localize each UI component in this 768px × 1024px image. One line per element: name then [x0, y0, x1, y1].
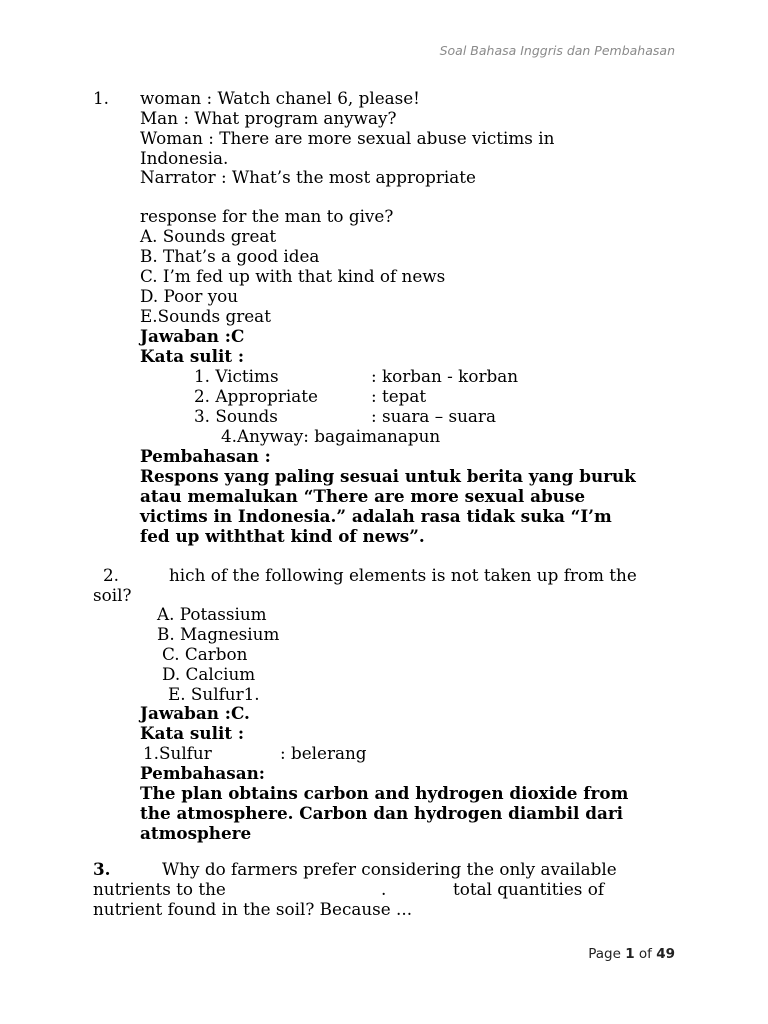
- page-label: Page: [588, 946, 621, 962]
- q3-line-2-part-c: total quantities of: [453, 879, 605, 899]
- q1-pembahasan-line-4: fed up withthat kind of news”.: [140, 526, 425, 546]
- q2-option-c: C. Carbon: [162, 644, 248, 664]
- q2-kata-sulit-title: Kata sulit :: [140, 723, 245, 743]
- q1-answer: Jawaban :C: [140, 326, 245, 346]
- q1-line-2: Man : What program anyway?: [140, 108, 397, 128]
- q1-kata-sulit-title: Kata sulit :: [140, 346, 245, 366]
- q3-line-3: nutrient found in the soil? Because ...: [93, 899, 413, 919]
- q1-vocab-4: 4.Anyway: bagaimanapun: [221, 426, 441, 446]
- q1-vocab-term-1: 1. Victims: [194, 366, 279, 386]
- q2-option-a: A. Potassium: [157, 604, 267, 624]
- q2-option-d: D. Calcium: [162, 664, 256, 684]
- q1-option-b: B. That’s a good idea: [140, 246, 320, 266]
- q1-option-d: D. Poor you: [140, 286, 239, 306]
- question-2-number: 2.: [103, 565, 120, 585]
- q2-pembahasan-title: Pembahasan:: [140, 763, 265, 783]
- q2-option-e: E. Sulfur1.: [168, 684, 260, 704]
- q1-option-e: E.Sounds great: [140, 306, 271, 326]
- q1-pembahasan-title: Pembahasan :: [140, 446, 271, 466]
- q1-line-5: Narrator : What’s the most appropriate: [140, 167, 476, 187]
- q3-line-1: Why do farmers prefer considering the only available: [162, 859, 617, 879]
- q1-pembahasan-line-3: victims in Indonesia.” adalah rasa tidak suka “I’m: [140, 506, 612, 526]
- q1-line-6: response for the man to give?: [140, 206, 394, 226]
- page-total: 49: [656, 946, 675, 962]
- question-1-number: 1.: [93, 88, 110, 108]
- running-header: Soal Bahasa Inggris dan Pembahasan: [439, 43, 675, 58]
- q2-vocab-term: 1.Sulfur: [143, 743, 212, 763]
- q2-answer: Jawaban :C.: [140, 703, 250, 723]
- q2-option-b: B. Magnesium: [157, 624, 280, 644]
- page-number: [588, 946, 675, 962]
- q2-pembahasan-line-1: The plan obtains carbon and hydrogen dioxide from: [140, 783, 629, 803]
- q3-line-2-part-a: nutrients to the: [93, 879, 226, 899]
- q2-vocab-meaning: : belerang: [280, 743, 367, 763]
- q1-vocab-term-3: 3. Sounds: [194, 406, 278, 426]
- q2-question-line-2: soil?: [93, 585, 132, 605]
- q1-pembahasan-line-2: atau memalukan “There are more sexual abuse: [140, 486, 585, 506]
- of-label: of: [638, 946, 652, 962]
- q1-vocab-term-2: 2. Appropriate: [194, 386, 318, 406]
- q1-pembahasan-line-1: Respons yang paling sesuai untuk berita yang buruk: [140, 466, 636, 486]
- q1-line-4: Indonesia.: [140, 148, 229, 168]
- q2-pembahasan-line-2: the atmosphere. Carbon dan hydrogen diambil dari: [140, 803, 624, 823]
- q1-vocab-meaning-3: : suara – suara: [371, 406, 496, 426]
- q1-line-1: woman : Watch chanel 6, please!: [140, 88, 420, 108]
- q1-option-a: A. Sounds great: [140, 226, 277, 246]
- q1-vocab-meaning-1: : korban - korban: [371, 366, 519, 386]
- q1-vocab-meaning-2: : tepat: [371, 386, 427, 406]
- q2-question-line-1: hich of the following elements is not taken up from the: [169, 565, 637, 585]
- q1-line-3: Woman : There are more sexual abuse victims in: [140, 128, 555, 148]
- q1-option-c: C. I’m fed up with that kind of news: [140, 266, 446, 286]
- page-current: 1: [625, 946, 635, 962]
- question-3-number: 3.: [93, 859, 111, 879]
- q3-line-2-part-b: .: [381, 879, 387, 899]
- q2-pembahasan-line-3: atmosphere: [140, 823, 252, 843]
